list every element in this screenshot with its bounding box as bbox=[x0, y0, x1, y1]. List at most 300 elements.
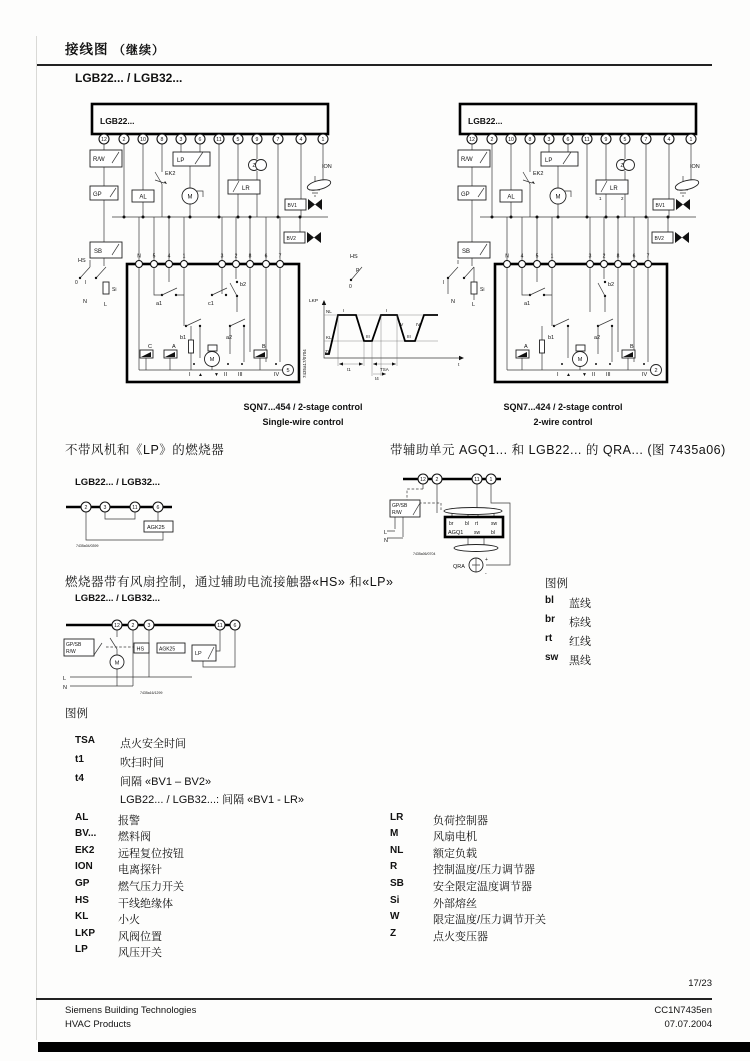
abbr-row: HS 干线绝缘体 bbox=[75, 895, 173, 910]
terminal-label: N bbox=[505, 253, 509, 260]
l-label: L bbox=[104, 302, 108, 308]
note-circle bbox=[283, 365, 294, 376]
terminal-label: 6 bbox=[264, 253, 268, 260]
contact-a2 bbox=[226, 319, 245, 341]
svg-text:sw: sw bbox=[474, 530, 481, 536]
terminal-label: 3 bbox=[103, 504, 107, 511]
bv1-label: BV1 bbox=[287, 203, 297, 209]
ek2-label: EK2 bbox=[165, 171, 176, 177]
svg-text:III: III bbox=[606, 372, 611, 378]
svg-text:-: - bbox=[485, 571, 487, 577]
footer-division: HVAC Products bbox=[65, 1018, 131, 1030]
lr-label: LR bbox=[242, 186, 250, 192]
terminal-label: 6 bbox=[632, 253, 636, 260]
terminal-label: 11 bbox=[132, 504, 138, 511]
svg-text:bl: bl bbox=[465, 521, 469, 527]
svg-text:C: C bbox=[148, 344, 152, 350]
sequence-motor bbox=[573, 345, 588, 367]
caption-right-line1: SQN7...424 / 2-stage control bbox=[503, 402, 623, 412]
terminal-label: 1 bbox=[689, 136, 693, 143]
sb-switch bbox=[90, 242, 122, 258]
lr-terminal-1: 1 bbox=[599, 196, 602, 201]
terminal bbox=[263, 261, 270, 268]
terminal bbox=[151, 261, 158, 268]
abbr-row: GP 燃气压力开关 bbox=[75, 878, 184, 893]
hs-label: HS bbox=[350, 254, 358, 260]
page-title-row bbox=[65, 38, 165, 59]
time-t4: t4 bbox=[375, 376, 379, 381]
bv1-valve bbox=[285, 199, 322, 210]
terminal-label: 1 bbox=[489, 476, 493, 483]
terminal bbox=[519, 261, 526, 268]
l-label: L bbox=[63, 676, 67, 682]
svg-text:R/W: R/W bbox=[461, 157, 473, 163]
rw-switch bbox=[90, 150, 122, 167]
svg-text:M: M bbox=[577, 357, 583, 363]
diagram-agk25 bbox=[62, 495, 212, 557]
terminal-label: 11 bbox=[474, 476, 480, 483]
svg-text:I: I bbox=[343, 308, 345, 313]
svg-text:Si: Si bbox=[480, 287, 485, 293]
terminal-label: 5 bbox=[623, 136, 627, 143]
timing-chart bbox=[309, 298, 464, 381]
gp-switch bbox=[90, 186, 118, 200]
terminal-label: 12 bbox=[101, 136, 107, 143]
time-legend-row: LGB22... / LGB32...: 间隔 «BV1 - LR» bbox=[120, 794, 305, 806]
terminal bbox=[534, 261, 541, 268]
svg-text:A: A bbox=[172, 344, 176, 350]
abbr-row: M 风扇电机 bbox=[390, 828, 477, 843]
wire-legend-row: rt 红线 bbox=[545, 633, 591, 648]
terminal-label: 10 bbox=[140, 136, 146, 143]
terminal-label: 3 bbox=[588, 253, 592, 260]
ion-label: ION bbox=[322, 164, 332, 170]
terminal-row-top bbox=[99, 134, 328, 144]
cam-c bbox=[140, 344, 153, 358]
terminal-label: 2 bbox=[131, 622, 135, 629]
hs-mid-switch bbox=[349, 254, 362, 290]
terminal-label: 2 bbox=[435, 476, 439, 483]
page-title: 接线图 bbox=[65, 42, 109, 57]
terminal-label: 2 bbox=[490, 136, 494, 143]
page-title-suffix: （继续） bbox=[112, 43, 165, 57]
terminal bbox=[631, 261, 638, 268]
abbr-row: NL 额定负载 bbox=[390, 845, 477, 860]
abbr-row: BV... 燃料阀 bbox=[75, 828, 151, 843]
svg-text:A: A bbox=[524, 344, 528, 350]
terminal bbox=[645, 261, 652, 268]
terminal bbox=[277, 261, 284, 268]
terminal-label: 12 bbox=[114, 622, 120, 629]
terminal bbox=[181, 261, 188, 268]
terminal-label: 6 bbox=[198, 136, 202, 143]
diagram-fan-control bbox=[62, 607, 252, 699]
n-label: N bbox=[63, 685, 67, 691]
svg-text:a2: a2 bbox=[594, 335, 601, 341]
footer-doc-number: CC1N7435en bbox=[654, 1005, 712, 1016]
caption-right-line2: 2-wire control bbox=[533, 417, 593, 428]
svg-text:BV2: BV2 bbox=[654, 236, 664, 242]
resistor bbox=[540, 340, 545, 353]
al-box bbox=[132, 190, 154, 202]
svg-text:b1: b1 bbox=[180, 335, 187, 341]
ion-electrode bbox=[306, 164, 332, 196]
svg-text:b2: b2 bbox=[608, 282, 615, 288]
diagram-agq1 bbox=[383, 463, 533, 588]
terminal-label: 3 bbox=[147, 622, 151, 629]
z-label: Z bbox=[252, 163, 256, 169]
gpsb-label2: R/W bbox=[392, 510, 402, 516]
terminal-label: 12 bbox=[420, 476, 426, 483]
lr-controller bbox=[228, 180, 260, 194]
terminal-label: 4 bbox=[299, 136, 303, 143]
footer-company: Siemens Building Technologies bbox=[65, 1005, 197, 1016]
terminal-label: 3 bbox=[220, 253, 224, 260]
contact-a1 bbox=[156, 288, 177, 307]
terminal-label: 9 bbox=[604, 136, 608, 143]
resistor bbox=[189, 340, 194, 353]
svg-text:br: br bbox=[449, 521, 454, 527]
svg-text:LR: LR bbox=[610, 186, 618, 192]
abbr-row: R 控制温度/压力调节器 bbox=[390, 861, 536, 876]
section-no-fan-model: LGB22... / LGB32... bbox=[75, 477, 160, 488]
note-circle bbox=[651, 365, 662, 376]
cam-b bbox=[254, 344, 267, 358]
svg-text:IV: IV bbox=[416, 322, 421, 327]
caption-right bbox=[428, 400, 698, 431]
terminal-row-bottom bbox=[504, 254, 652, 268]
terminal-label: 2 bbox=[234, 253, 238, 260]
hs-p: P bbox=[356, 268, 360, 274]
terminal-label: 1 bbox=[321, 136, 325, 143]
hs-isolator bbox=[443, 260, 484, 308]
footer-rule bbox=[36, 998, 712, 1000]
terminal-label: 6 bbox=[156, 504, 160, 511]
abbr-row: ION 电离探针 bbox=[75, 861, 162, 876]
n-label: N bbox=[384, 538, 388, 544]
ek2-button bbox=[155, 171, 175, 184]
hs-0: 0 bbox=[349, 284, 352, 290]
hs-pos0: 0 bbox=[75, 280, 78, 286]
qra-label: QRA bbox=[453, 564, 465, 570]
terminal-label: 10 bbox=[508, 136, 514, 143]
fan-motor bbox=[182, 188, 203, 204]
diagram-code: 7435a06/0704 bbox=[413, 552, 436, 556]
svg-text:I: I bbox=[189, 372, 191, 378]
gp-switch bbox=[458, 186, 486, 200]
sb-switch bbox=[458, 242, 490, 258]
terminal bbox=[587, 261, 594, 268]
abbr-row: LKP 风阀位置 bbox=[75, 928, 162, 943]
timing-x-axis: t bbox=[458, 363, 460, 368]
contact-b2 bbox=[230, 281, 246, 297]
terminal bbox=[247, 261, 254, 268]
z-transformer bbox=[249, 160, 267, 171]
contact-b1 bbox=[548, 319, 569, 341]
time-legend-row: TSA 点火安全时间 bbox=[75, 735, 186, 750]
terminal-label: 7 bbox=[278, 253, 282, 260]
hs-label: HS bbox=[78, 258, 86, 264]
terminal-label: 2 bbox=[602, 253, 606, 260]
terminal-label: 3 bbox=[547, 136, 551, 143]
svg-text:L: L bbox=[472, 302, 476, 308]
terminal bbox=[219, 261, 226, 268]
bv2-valve bbox=[284, 232, 321, 243]
page-edge-line bbox=[36, 36, 37, 1040]
terminal-row-top bbox=[467, 134, 696, 144]
terminal-row-bottom bbox=[136, 254, 284, 268]
control-unit-label: LGB22... bbox=[468, 116, 503, 126]
svg-text:▼: ▼ bbox=[582, 372, 587, 378]
svg-text:M: M bbox=[209, 357, 215, 363]
al-box bbox=[500, 190, 522, 202]
run-position-labels bbox=[189, 363, 280, 378]
terminal bbox=[504, 261, 511, 268]
time-t1: t1 bbox=[347, 367, 351, 372]
svg-text:I: I bbox=[386, 308, 388, 313]
contact-b1 bbox=[180, 319, 201, 341]
z-transformer bbox=[617, 160, 635, 171]
agk25-label: AGK25 bbox=[147, 525, 165, 531]
hs-pos1: I bbox=[85, 280, 87, 286]
rw-switch bbox=[458, 150, 490, 167]
wire-legend-row: sw 黑线 bbox=[545, 652, 591, 667]
section-fan-model: LGB22... / LGB32... bbox=[75, 593, 160, 604]
terminal-label: 11 bbox=[217, 622, 223, 629]
svg-text:I: I bbox=[443, 280, 445, 286]
footer-left bbox=[65, 1004, 196, 1032]
terminal bbox=[233, 261, 240, 268]
terminal-label: 9 bbox=[255, 136, 259, 143]
terminal-label: N bbox=[137, 253, 141, 260]
svg-text:II: II bbox=[224, 372, 228, 378]
svg-text:AL: AL bbox=[507, 194, 515, 201]
terminal-label: 12 bbox=[469, 136, 475, 143]
timing-y-axis: LKP bbox=[309, 299, 319, 304]
svg-text:III: III bbox=[238, 372, 243, 378]
abbr-row: SB 安全限定温度调节器 bbox=[390, 878, 532, 893]
terminal-label: 8 bbox=[616, 253, 620, 260]
terminal-label: 5 bbox=[236, 136, 240, 143]
rw-label: R/W bbox=[93, 157, 105, 163]
diagram-code: 7435a17/0704 bbox=[302, 349, 307, 378]
lp-switch bbox=[541, 152, 578, 166]
terminal-label: 6 bbox=[566, 136, 570, 143]
terminal-label: 1 bbox=[182, 253, 186, 260]
gp-label: GP bbox=[93, 192, 102, 198]
contact-a1 bbox=[524, 288, 545, 307]
gpsb-label1: GP/SB bbox=[392, 503, 408, 509]
svg-text:I: I bbox=[557, 372, 559, 378]
svg-text:III: III bbox=[366, 334, 370, 339]
svg-text:+: + bbox=[485, 557, 488, 563]
lp-label: LP bbox=[195, 651, 202, 657]
terminal-label: 5 bbox=[535, 253, 539, 260]
svg-text:b1: b1 bbox=[548, 335, 555, 341]
svg-text:N: N bbox=[451, 299, 455, 305]
lr-controller bbox=[596, 180, 628, 201]
terminal-label: 2 bbox=[84, 504, 88, 511]
motor-label: M bbox=[114, 660, 120, 667]
terminal-label: 8 bbox=[160, 136, 164, 143]
bv2-valve bbox=[652, 232, 689, 243]
svg-text:b2: b2 bbox=[240, 282, 247, 288]
svg-text:LP: LP bbox=[545, 158, 553, 164]
sequence-motor bbox=[205, 345, 220, 367]
gpsb-label1: GP/SB bbox=[66, 642, 82, 648]
diagram-single-wire bbox=[75, 104, 332, 382]
footer-date: 07.07.2004 bbox=[664, 1018, 712, 1030]
hs-isolator bbox=[75, 258, 116, 308]
al-label: AL bbox=[139, 194, 147, 201]
scan-edge-bar bbox=[38, 1042, 750, 1052]
terminal bbox=[166, 261, 173, 268]
abbr-row: Si 外部熔丝 bbox=[390, 895, 477, 910]
terminal-label: 4 bbox=[167, 253, 171, 260]
cable-sleeve-top bbox=[444, 508, 502, 515]
agk25-label: AGK25 bbox=[159, 646, 176, 653]
svg-text:ION: ION bbox=[690, 164, 700, 170]
level-kl: KL bbox=[326, 335, 332, 340]
n-label: N bbox=[83, 299, 87, 305]
svg-text:BV1: BV1 bbox=[655, 203, 665, 209]
page-number: 17/23 bbox=[688, 978, 712, 989]
abbr-row: LP 风压开关 bbox=[75, 944, 162, 959]
time-legend-row: t1 吹扫时间 bbox=[75, 754, 164, 769]
control-unit-label: LGB22... bbox=[100, 116, 135, 126]
caption-left-line2: Single-wire control bbox=[262, 417, 344, 428]
agq1-label: AGQ1 bbox=[448, 530, 464, 536]
diagram-code: 7435a16/1299 bbox=[140, 691, 163, 695]
svg-text:sw: sw bbox=[491, 521, 498, 527]
l-label: L bbox=[384, 530, 388, 536]
terminal-label: 1 bbox=[550, 253, 554, 260]
svg-text:bl: bl bbox=[491, 530, 495, 536]
svg-text:III: III bbox=[407, 334, 411, 339]
svg-text:▲: ▲ bbox=[566, 372, 571, 378]
ek2-button bbox=[523, 171, 543, 184]
section-aux-heading: 带辅助单元 AGQ1... 和 LGB22... 的 QRA... (图 7435a06) bbox=[390, 443, 726, 457]
svg-text:a1: a1 bbox=[156, 301, 163, 307]
svg-text:M: M bbox=[555, 194, 561, 201]
terminal-label: 4 bbox=[520, 253, 524, 260]
svg-text:a2: a2 bbox=[226, 335, 233, 341]
svg-text:B: B bbox=[262, 344, 266, 350]
cam-b bbox=[622, 344, 635, 358]
terminal-label: 7 bbox=[644, 136, 648, 143]
svg-text:rt: rt bbox=[475, 521, 479, 527]
level-nl: NL bbox=[326, 309, 332, 314]
cam-a bbox=[516, 344, 529, 358]
svg-text:SB: SB bbox=[462, 249, 471, 255]
ion-electrode bbox=[674, 164, 700, 196]
terminal-label: 6 bbox=[233, 622, 237, 629]
diagram-two-wire bbox=[443, 104, 700, 382]
terminal-label: 2 bbox=[122, 136, 126, 143]
svg-text:IV: IV bbox=[399, 322, 404, 327]
svg-text:Z: Z bbox=[620, 163, 624, 169]
abbr-row: W 限定温度/压力调节开关 bbox=[390, 911, 547, 926]
motor-label: M bbox=[187, 194, 193, 201]
svg-text:II: II bbox=[592, 372, 596, 378]
abbr-row: LR 负荷控制器 bbox=[390, 812, 488, 827]
terminal bbox=[615, 261, 622, 268]
terminal-label: 8 bbox=[528, 136, 532, 143]
level-zu: Zü bbox=[325, 349, 331, 354]
svg-text:c1: c1 bbox=[208, 301, 214, 307]
terminal-label: 11 bbox=[216, 136, 222, 143]
terminal-label: 8 bbox=[248, 253, 252, 260]
header-rule bbox=[36, 64, 712, 66]
abbr-row: Z 点火变压器 bbox=[390, 928, 488, 943]
terminal-label: 7 bbox=[276, 136, 280, 143]
svg-text:GP: GP bbox=[461, 192, 470, 198]
gpsb-label2: R/W bbox=[66, 649, 76, 655]
lr-terminal-2: 2 bbox=[621, 196, 624, 201]
svg-text:2: 2 bbox=[654, 368, 658, 374]
svg-text:5: 5 bbox=[286, 368, 290, 374]
run-position-labels bbox=[557, 363, 648, 378]
terminal-label: 3 bbox=[179, 136, 183, 143]
hs-label: HS bbox=[136, 646, 145, 653]
svg-text:▲: ▲ bbox=[198, 372, 203, 378]
contact-b2 bbox=[598, 281, 614, 297]
wiring-diagrams bbox=[62, 100, 702, 400]
wire-legend-row: br 棕线 bbox=[545, 614, 591, 629]
terminal-label: 7 bbox=[646, 253, 650, 260]
bv2-label: BV2 bbox=[286, 236, 296, 242]
wire-legend-title: 图例 bbox=[545, 578, 568, 590]
svg-text:IV: IV bbox=[274, 372, 280, 378]
si-label: Si bbox=[112, 287, 117, 293]
cam-a bbox=[164, 344, 177, 358]
damper-waveform bbox=[325, 315, 438, 354]
terminal-label: 4 bbox=[667, 136, 671, 143]
svg-text:EK2: EK2 bbox=[533, 171, 544, 177]
contact-c1 bbox=[208, 288, 227, 307]
terminal-label: 11 bbox=[584, 136, 590, 143]
terminal bbox=[601, 261, 608, 268]
fan-motor bbox=[550, 188, 571, 204]
sb-label: SB bbox=[94, 249, 103, 255]
contact-a2 bbox=[594, 319, 613, 341]
svg-text:▼: ▼ bbox=[214, 372, 219, 378]
svg-text:a1: a1 bbox=[524, 301, 531, 307]
wire-legend-row: bl 蓝线 bbox=[545, 595, 591, 610]
terminal bbox=[549, 261, 556, 268]
svg-text:B: B bbox=[630, 344, 634, 350]
section-fan-heading: 燃烧器带有风扇控制，通过辅助电流接触器«HS» 和«LP» bbox=[65, 575, 394, 589]
time-tsa: TSA bbox=[380, 367, 389, 372]
abbr-row: AL 报警 bbox=[75, 812, 140, 827]
model-heading: LGB22... / LGB32... bbox=[75, 71, 183, 85]
svg-text:IV: IV bbox=[642, 372, 648, 378]
lp-label: LP bbox=[177, 158, 185, 164]
diagram-code: 7435a04/0399 bbox=[76, 544, 99, 548]
cable-sleeve-bottom bbox=[454, 545, 498, 552]
caption-left bbox=[168, 400, 438, 431]
lp-switch bbox=[173, 152, 210, 166]
time-legend-row: t4 间隔 «BV1 – BV2» bbox=[75, 773, 212, 788]
caption-left-line1: SQN7...454 / 2-stage control bbox=[243, 402, 363, 412]
terminal-label: 5 bbox=[152, 253, 156, 260]
abbr-row: EK2 远程复位按钮 bbox=[75, 845, 184, 860]
section-no-fan-heading: 不带风机和《LP》的燃烧器 bbox=[65, 443, 225, 457]
terminal bbox=[136, 261, 143, 268]
time-legend-title: 图例 bbox=[65, 708, 88, 720]
footer-right bbox=[512, 1004, 712, 1032]
bv1-valve bbox=[653, 199, 690, 210]
